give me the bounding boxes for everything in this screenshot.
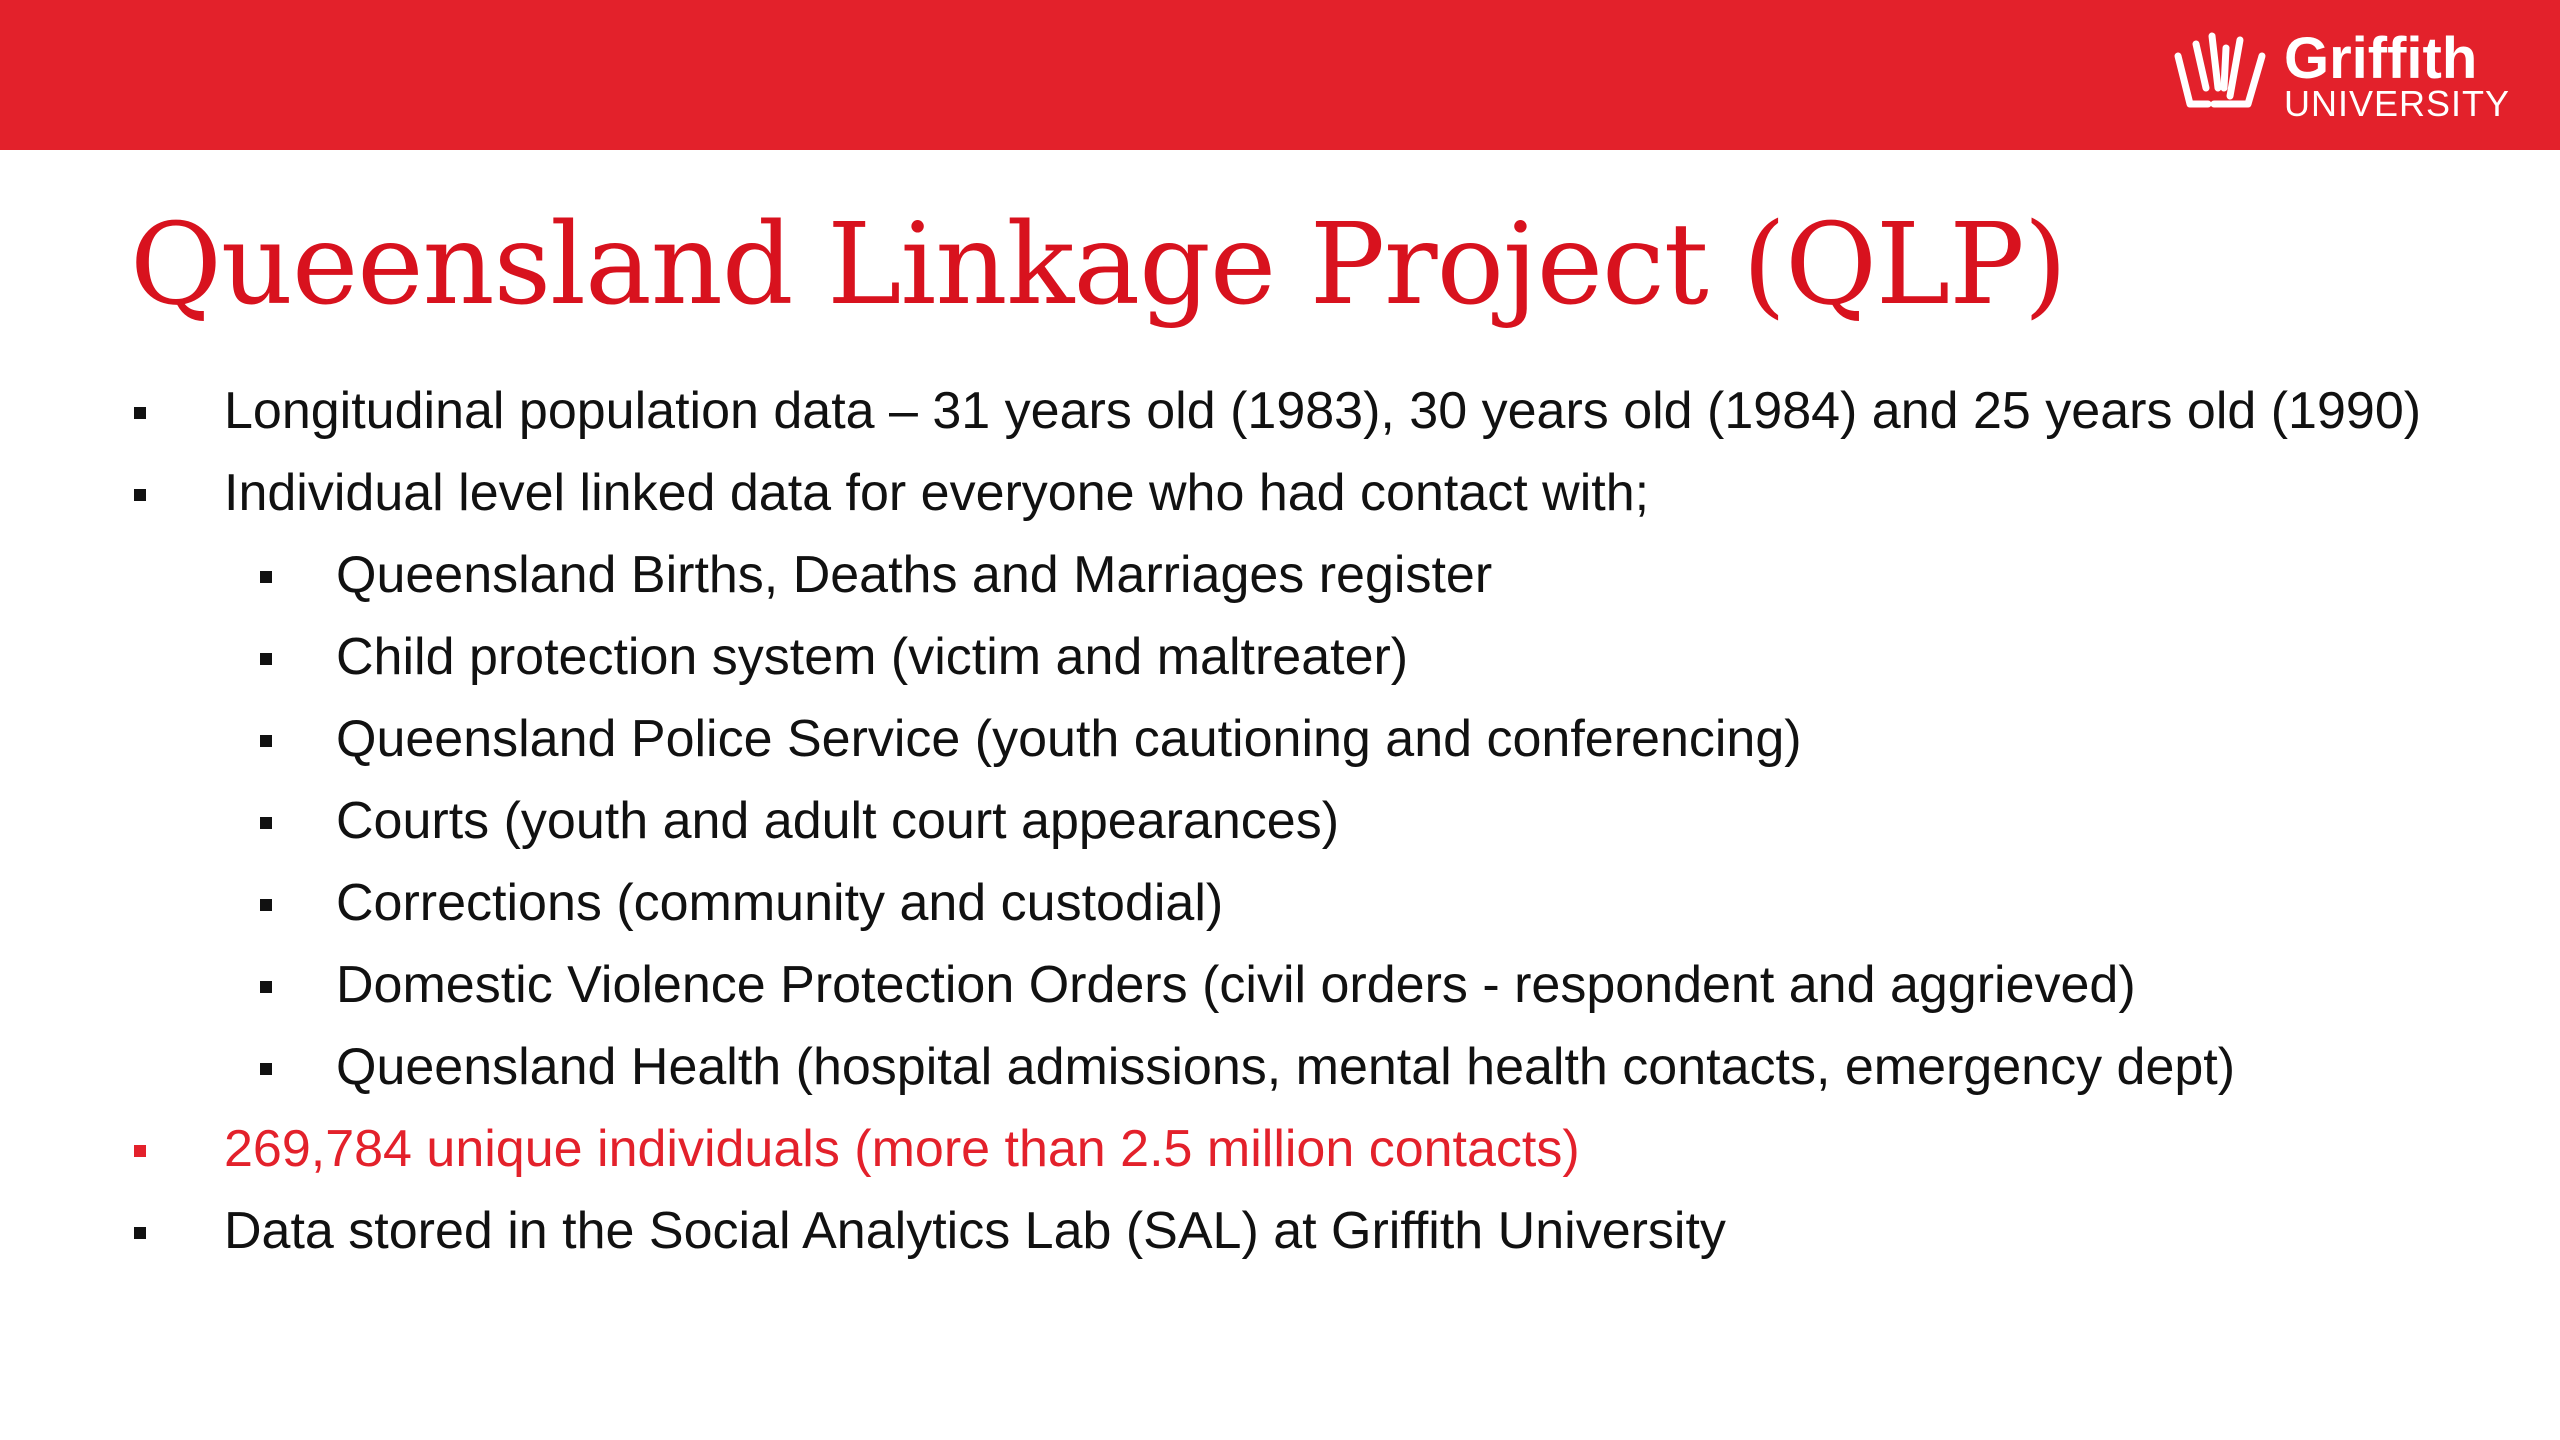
bullet-square-icon	[134, 1227, 146, 1239]
logo-wordmark	[2284, 26, 2511, 124]
logo-name: Griffith	[2284, 26, 2478, 91]
sub-bullet-item	[130, 534, 2490, 616]
bullet-square-icon	[134, 407, 146, 419]
bullet-text: Longitudinal population data – 31 years old (1983), 30 years old (1984) and 25 years old (1990)	[224, 382, 2422, 440]
bullet-text: Child protection system (victim and maltreater)	[336, 628, 1409, 686]
bullet-square-icon	[260, 571, 272, 583]
sub-bullet-item	[130, 616, 2490, 698]
highlight-bullet-item	[130, 1108, 2490, 1190]
slide-title: Queensland Linkage Project (QLP)	[130, 200, 2067, 330]
bullet-square-icon	[260, 653, 272, 665]
bullet-item	[130, 370, 2490, 452]
bullet-square-icon	[260, 1063, 272, 1075]
logo-subname: UNIVERSITY	[2284, 83, 2511, 124]
bullet-text: Courts (youth and adult court appearances)	[336, 792, 1340, 850]
bullet-item	[130, 1190, 2490, 1272]
griffith-flame-icon	[2168, 26, 2278, 126]
bullet-square-icon	[260, 817, 272, 829]
bullet-list	[130, 370, 2490, 1272]
bullet-text: Domestic Violence Protection Orders (civil orders - respondent and aggrieved)	[336, 956, 2136, 1014]
bullet-text: Queensland Births, Deaths and Marriages register	[336, 546, 1493, 604]
griffith-logo	[2168, 26, 2528, 126]
bullet-square-icon	[134, 489, 146, 501]
bullet-item	[130, 452, 2490, 534]
sub-bullet-item	[130, 780, 2490, 862]
bullet-text: Queensland Health (hospital admissions, mental health contacts, emergency dept)	[336, 1038, 2236, 1096]
header-bar	[0, 0, 2560, 150]
bullet-square-icon	[134, 1145, 146, 1157]
bullet-text: Data stored in the Social Analytics Lab (SAL) at Griffith University	[224, 1202, 1726, 1260]
bullet-square-icon	[260, 981, 272, 993]
sub-bullet-item	[130, 944, 2490, 1026]
bullet-text: Individual level linked data for everyone who had contact with;	[224, 464, 1650, 522]
bullet-square-icon	[260, 899, 272, 911]
bullet-text: Corrections (community and custodial)	[336, 874, 1224, 932]
sub-bullet-item	[130, 862, 2490, 944]
sub-bullet-item	[130, 1026, 2490, 1108]
sub-bullet-item	[130, 698, 2490, 780]
bullet-text: 269,784 unique individuals (more than 2.5 million contacts)	[224, 1120, 1580, 1178]
bullet-text: Queensland Police Service (youth cautioning and conferencing)	[336, 710, 1802, 768]
bullet-square-icon	[260, 735, 272, 747]
